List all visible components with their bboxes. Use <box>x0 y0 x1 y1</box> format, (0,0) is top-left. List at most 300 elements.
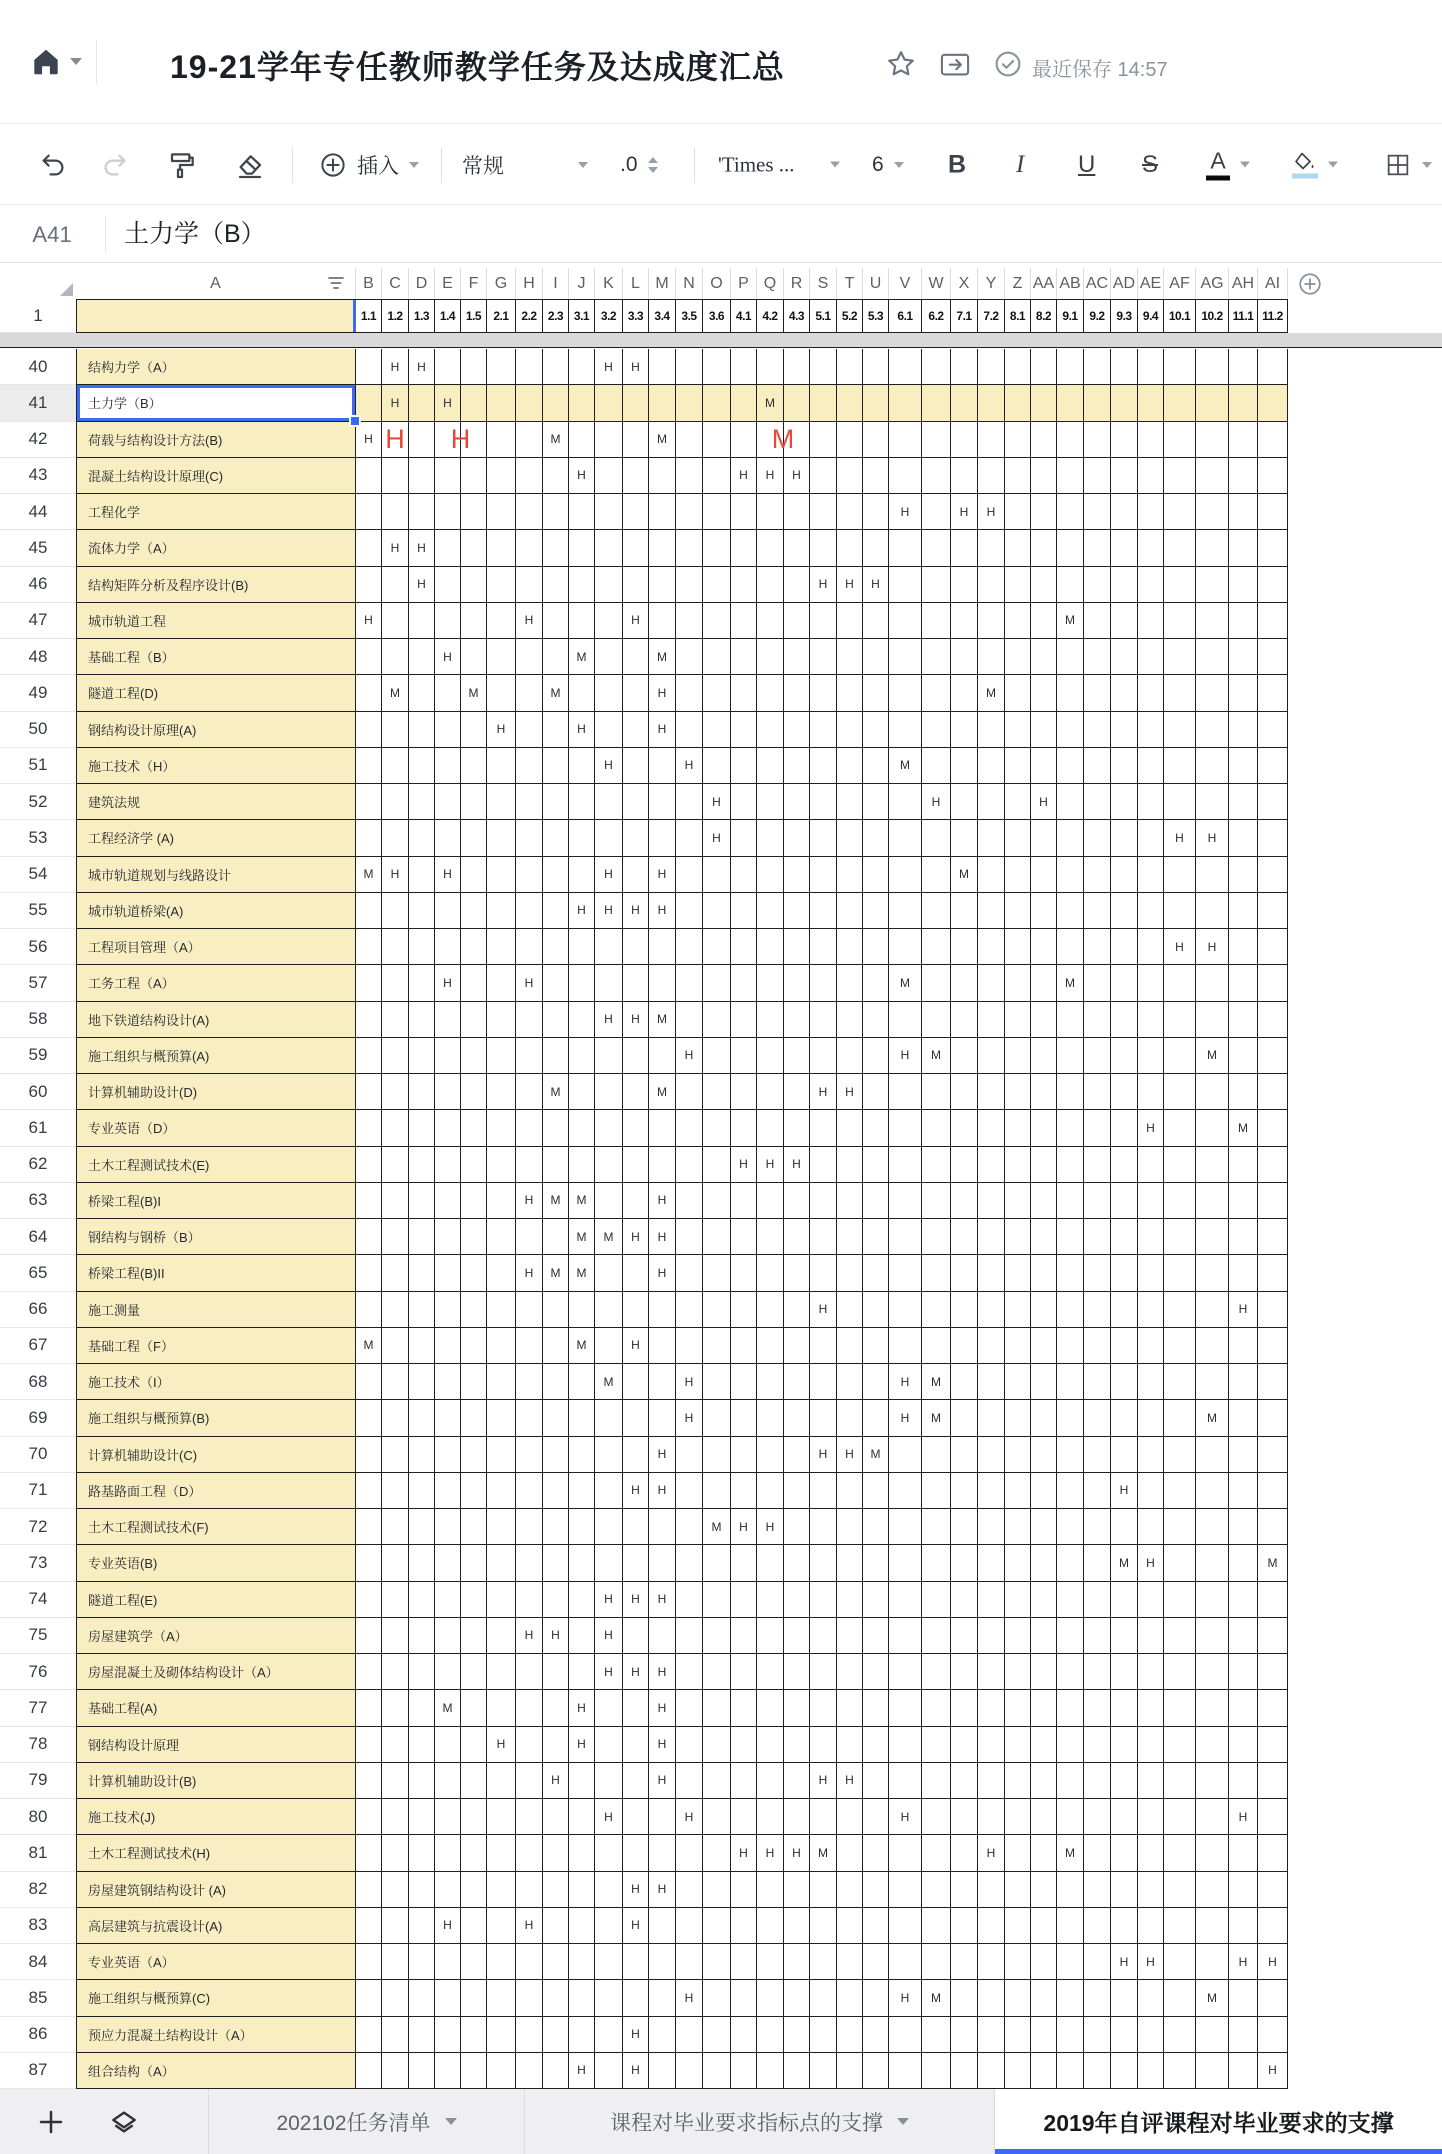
cell[interactable]: H <box>516 1255 543 1291</box>
cell[interactable] <box>543 1545 569 1581</box>
cell[interactable] <box>1138 1074 1164 1110</box>
cell[interactable] <box>409 965 435 1001</box>
cell[interactable]: H <box>978 1835 1005 1871</box>
cell[interactable] <box>1138 675 1164 711</box>
cell-A47[interactable]: 城市轨道工程 <box>76 603 356 639</box>
cell[interactable] <box>1084 1437 1111 1473</box>
cell[interactable] <box>810 1473 837 1509</box>
cell[interactable] <box>784 2053 810 2089</box>
row-header-50[interactable]: 50 <box>0 712 76 748</box>
column-header-U[interactable]: U <box>863 268 889 299</box>
cell[interactable] <box>356 1255 382 1291</box>
cell[interactable] <box>837 1872 863 1908</box>
cell[interactable] <box>435 494 461 530</box>
row-header-59[interactable]: 59 <box>0 1038 76 1074</box>
cell[interactable] <box>487 1400 516 1436</box>
cell[interactable] <box>543 712 569 748</box>
cell[interactable] <box>1005 1799 1031 1835</box>
cell[interactable]: M <box>1196 1980 1229 2016</box>
cell[interactable] <box>623 639 649 675</box>
cell[interactable] <box>1031 1292 1057 1328</box>
cell[interactable] <box>922 893 951 929</box>
cell[interactable] <box>461 1110 487 1146</box>
cell-A51[interactable]: 施工技术（H） <box>76 748 356 784</box>
cell[interactable]: H <box>889 1980 922 2016</box>
cell[interactable] <box>516 784 543 820</box>
cell[interactable] <box>1057 1763 1084 1799</box>
cell[interactable] <box>922 1582 951 1618</box>
cell[interactable]: H <box>889 1799 922 1835</box>
cell[interactable] <box>382 1074 409 1110</box>
cell[interactable] <box>356 1110 382 1146</box>
cell[interactable] <box>757 1980 784 2016</box>
cell[interactable] <box>461 1980 487 2016</box>
cell[interactable] <box>978 1400 1005 1436</box>
cell[interactable] <box>951 1473 978 1509</box>
cell[interactable] <box>951 1944 978 1980</box>
cell[interactable] <box>731 1110 757 1146</box>
cell[interactable] <box>863 422 889 458</box>
cell-A70[interactable]: 计算机辅助设计(C) <box>76 1437 356 1473</box>
row-header-62[interactable]: 62 <box>0 1147 76 1183</box>
cell[interactable] <box>1229 1727 1258 1763</box>
cell[interactable] <box>487 1980 516 2016</box>
cell-A60[interactable]: 计算机辅助设计(D) <box>76 1074 356 1110</box>
cell[interactable] <box>1084 1255 1111 1291</box>
cell[interactable] <box>757 784 784 820</box>
cell-A74[interactable]: 隧道工程(E) <box>76 1582 356 1618</box>
cell[interactable] <box>978 820 1005 856</box>
cell[interactable] <box>810 1219 837 1255</box>
cell[interactable]: H <box>837 1763 863 1799</box>
cell[interactable] <box>676 530 703 566</box>
cell[interactable] <box>1258 1908 1288 1944</box>
cell[interactable] <box>461 1654 487 1690</box>
cell[interactable] <box>1005 1908 1031 1944</box>
cell[interactable] <box>810 1147 837 1183</box>
cell[interactable] <box>487 1002 516 1038</box>
cell[interactable] <box>356 820 382 856</box>
cell[interactable] <box>1057 1292 1084 1328</box>
cell[interactable] <box>356 530 382 566</box>
cell[interactable] <box>1084 1545 1111 1581</box>
cell[interactable] <box>623 422 649 458</box>
cell[interactable] <box>1031 1074 1057 1110</box>
cell[interactable] <box>1084 784 1111 820</box>
cell[interactable] <box>1229 1582 1258 1618</box>
cell[interactable] <box>731 1690 757 1726</box>
cell[interactable] <box>1084 1654 1111 1690</box>
column-header-AH[interactable]: AH <box>1229 268 1258 299</box>
cell[interactable] <box>863 603 889 639</box>
undo-button[interactable] <box>38 150 68 180</box>
cell[interactable] <box>1138 458 1164 494</box>
cell[interactable] <box>382 1872 409 1908</box>
cell[interactable] <box>951 784 978 820</box>
cell[interactable] <box>978 748 1005 784</box>
cell[interactable] <box>1005 1763 1031 1799</box>
cell[interactable] <box>731 1255 757 1291</box>
cell[interactable] <box>784 494 810 530</box>
subheader-8.1[interactable]: 8.1 <box>1005 299 1031 333</box>
cell[interactable] <box>1005 1400 1031 1436</box>
cell[interactable] <box>623 1727 649 1763</box>
cell[interactable] <box>569 422 595 458</box>
cell[interactable] <box>569 1292 595 1328</box>
subheader-1.2[interactable]: 1.2 <box>382 299 409 333</box>
cell[interactable]: H <box>1031 784 1057 820</box>
cell[interactable] <box>757 2017 784 2053</box>
cell[interactable] <box>435 1147 461 1183</box>
cell[interactable] <box>1057 929 1084 965</box>
cell[interactable] <box>516 494 543 530</box>
cell[interactable] <box>649 567 676 603</box>
cell[interactable] <box>382 1908 409 1944</box>
cell[interactable] <box>731 929 757 965</box>
cell[interactable] <box>435 1364 461 1400</box>
cell[interactable]: H <box>649 1872 676 1908</box>
cell[interactable] <box>356 1980 382 2016</box>
cell-A53[interactable]: 工程经济学 (A) <box>76 820 356 856</box>
cell[interactable] <box>1258 1509 1288 1545</box>
cell[interactable]: H <box>837 567 863 603</box>
cell[interactable] <box>487 639 516 675</box>
cell[interactable] <box>837 1799 863 1835</box>
cell[interactable] <box>435 1872 461 1908</box>
cell[interactable] <box>784 349 810 385</box>
cell[interactable] <box>1031 1509 1057 1545</box>
cell[interactable] <box>623 458 649 494</box>
cell[interactable] <box>1005 1292 1031 1328</box>
cell[interactable] <box>703 603 731 639</box>
column-header-N[interactable]: N <box>676 268 703 299</box>
cell[interactable] <box>1164 1473 1196 1509</box>
cell[interactable] <box>1138 567 1164 603</box>
cell[interactable] <box>1031 639 1057 675</box>
cell[interactable] <box>569 349 595 385</box>
cell[interactable]: H <box>569 1690 595 1726</box>
cell[interactable] <box>1196 349 1229 385</box>
cell[interactable] <box>863 1654 889 1690</box>
cell[interactable] <box>1111 1147 1138 1183</box>
cell[interactable] <box>1005 820 1031 856</box>
cell[interactable] <box>1258 1219 1288 1255</box>
cell[interactable] <box>837 893 863 929</box>
cell[interactable] <box>978 1654 1005 1690</box>
cell[interactable] <box>978 965 1005 1001</box>
cell[interactable] <box>569 929 595 965</box>
cell[interactable] <box>1084 820 1111 856</box>
cell[interactable] <box>1005 784 1031 820</box>
cell[interactable]: H <box>516 603 543 639</box>
cell[interactable] <box>543 603 569 639</box>
cell[interactable] <box>1057 2053 1084 2089</box>
subheader-7.2[interactable]: 7.2 <box>978 299 1005 333</box>
cell[interactable] <box>837 857 863 893</box>
cell-A67[interactable]: 基础工程（F） <box>76 1328 356 1364</box>
cell[interactable] <box>435 530 461 566</box>
cell[interactable] <box>731 1618 757 1654</box>
cell[interactable] <box>487 1437 516 1473</box>
cell[interactable] <box>516 1690 543 1726</box>
cell[interactable] <box>863 458 889 494</box>
cell[interactable] <box>676 603 703 639</box>
cell[interactable] <box>757 1400 784 1436</box>
cell[interactable] <box>569 1763 595 1799</box>
cell[interactable] <box>409 1147 435 1183</box>
cell-A81[interactable]: 土木工程测试技术(H) <box>76 1835 356 1871</box>
cell[interactable] <box>356 712 382 748</box>
cell[interactable] <box>1258 820 1288 856</box>
cell[interactable] <box>837 1509 863 1545</box>
cell[interactable] <box>837 675 863 711</box>
cell[interactable]: H <box>649 1763 676 1799</box>
cell[interactable] <box>516 857 543 893</box>
cell[interactable] <box>461 857 487 893</box>
cell[interactable] <box>435 422 471 458</box>
cell[interactable] <box>409 458 435 494</box>
cell[interactable] <box>409 1292 435 1328</box>
cell[interactable] <box>951 1110 978 1146</box>
cell[interactable] <box>435 349 461 385</box>
cell[interactable] <box>889 857 922 893</box>
cell[interactable] <box>649 1618 676 1654</box>
cell[interactable] <box>595 458 623 494</box>
cell[interactable] <box>1031 748 1057 784</box>
cell[interactable] <box>1229 748 1258 784</box>
cell[interactable] <box>1084 1944 1111 1980</box>
cell[interactable] <box>676 1727 703 1763</box>
cell[interactable]: H <box>623 1473 649 1509</box>
cell[interactable] <box>1031 2053 1057 2089</box>
cell[interactable] <box>863 385 889 421</box>
cell[interactable] <box>516 1219 543 1255</box>
cell[interactable] <box>1258 712 1288 748</box>
cell[interactable] <box>1057 820 1084 856</box>
cell[interactable] <box>1164 1618 1196 1654</box>
cell[interactable] <box>543 2053 569 2089</box>
cell[interactable] <box>1057 1364 1084 1400</box>
cell[interactable] <box>978 712 1005 748</box>
cell[interactable] <box>676 1509 703 1545</box>
cell[interactable] <box>784 712 810 748</box>
cell[interactable] <box>810 1582 837 1618</box>
cell[interactable]: H <box>731 1509 757 1545</box>
cell[interactable]: H <box>595 1582 623 1618</box>
cell[interactable]: M <box>1258 1545 1288 1581</box>
cell[interactable] <box>978 1328 1005 1364</box>
cell[interactable] <box>356 1908 382 1944</box>
cell[interactable] <box>978 784 1005 820</box>
row-header-64[interactable]: 64 <box>0 1219 76 1255</box>
cell[interactable]: M <box>569 1255 595 1291</box>
cell[interactable] <box>978 857 1005 893</box>
cell[interactable] <box>1258 1255 1288 1291</box>
cell[interactable] <box>595 639 623 675</box>
cell[interactable] <box>356 494 382 530</box>
cell[interactable] <box>1258 929 1288 965</box>
cell[interactable] <box>1111 1908 1138 1944</box>
cell[interactable] <box>623 1545 649 1581</box>
cell[interactable]: H <box>1138 1545 1164 1581</box>
cell[interactable] <box>569 1980 595 2016</box>
cell[interactable] <box>676 385 703 421</box>
column-header-R[interactable]: R <box>784 268 810 299</box>
cell[interactable] <box>703 1255 731 1291</box>
cell[interactable] <box>784 1473 810 1509</box>
cell[interactable] <box>1196 385 1229 421</box>
cell[interactable] <box>1258 1763 1288 1799</box>
cell[interactable] <box>543 1799 569 1835</box>
cell[interactable] <box>1031 494 1057 530</box>
cell[interactable] <box>757 1908 784 1944</box>
cell[interactable] <box>382 748 409 784</box>
cell[interactable] <box>951 1038 978 1074</box>
cell[interactable] <box>1084 1509 1111 1545</box>
cell[interactable]: M <box>356 1328 382 1364</box>
cell[interactable] <box>1057 1400 1084 1436</box>
row-header-71[interactable]: 71 <box>0 1473 76 1509</box>
cell[interactable] <box>757 639 784 675</box>
cell[interactable] <box>516 1038 543 1074</box>
cell[interactable] <box>1057 1582 1084 1618</box>
cell[interactable] <box>1111 1872 1138 1908</box>
cell[interactable] <box>784 1437 810 1473</box>
cell[interactable] <box>649 929 676 965</box>
cell[interactable] <box>1005 494 1031 530</box>
cell[interactable] <box>863 820 889 856</box>
cell-A73[interactable]: 专业英语(B) <box>76 1545 356 1581</box>
cell[interactable] <box>703 2017 731 2053</box>
cell[interactable] <box>1005 857 1031 893</box>
cell-A49[interactable]: 隧道工程(D) <box>76 675 356 711</box>
cell[interactable] <box>1138 2017 1164 2053</box>
cell[interactable] <box>569 1110 595 1146</box>
cell[interactable] <box>863 1038 889 1074</box>
cell[interactable]: M <box>810 1835 837 1871</box>
cell[interactable] <box>409 494 435 530</box>
cell[interactable] <box>978 603 1005 639</box>
cell[interactable] <box>649 1400 676 1436</box>
cell[interactable] <box>1005 639 1031 675</box>
cell[interactable]: H <box>595 857 623 893</box>
cell[interactable] <box>922 675 951 711</box>
cell[interactable] <box>543 2017 569 2053</box>
cell[interactable] <box>922 1727 951 1763</box>
cell[interactable] <box>731 1872 757 1908</box>
cell[interactable]: H <box>487 1727 516 1763</box>
cell[interactable] <box>1258 1183 1288 1219</box>
cell[interactable] <box>543 1038 569 1074</box>
cell[interactable] <box>863 1835 889 1871</box>
cell[interactable] <box>837 1255 863 1291</box>
cell[interactable] <box>889 784 922 820</box>
cell[interactable] <box>1005 1618 1031 1654</box>
cell[interactable] <box>1111 784 1138 820</box>
cell[interactable] <box>1111 458 1138 494</box>
cell[interactable] <box>784 1727 810 1763</box>
cell[interactable] <box>1196 2017 1229 2053</box>
cell[interactable] <box>1138 1183 1164 1219</box>
cell[interactable]: M <box>356 857 382 893</box>
cell[interactable] <box>516 385 543 421</box>
column-header-B[interactable]: B <box>356 268 382 299</box>
cell[interactable] <box>922 422 951 458</box>
cell[interactable] <box>435 1219 461 1255</box>
cell[interactable] <box>409 1799 435 1835</box>
cell[interactable] <box>543 893 569 929</box>
cell[interactable] <box>1057 1509 1084 1545</box>
cell[interactable]: M <box>543 675 569 711</box>
cell[interactable]: H <box>649 857 676 893</box>
cell[interactable] <box>1084 567 1111 603</box>
cell[interactable]: H <box>409 567 435 603</box>
cell[interactable] <box>1229 530 1258 566</box>
cell[interactable] <box>731 1038 757 1074</box>
cell[interactable] <box>1084 748 1111 784</box>
cell[interactable] <box>543 349 569 385</box>
cell[interactable] <box>487 1255 516 1291</box>
cell[interactable] <box>863 1690 889 1726</box>
cell[interactable] <box>1084 1980 1111 2016</box>
cell[interactable]: H <box>569 712 595 748</box>
cell[interactable] <box>889 893 922 929</box>
cell[interactable] <box>1084 639 1111 675</box>
cell[interactable] <box>543 1110 569 1146</box>
cell[interactable] <box>356 1292 382 1328</box>
cell[interactable] <box>543 857 569 893</box>
cell[interactable] <box>922 857 951 893</box>
cell[interactable] <box>810 1328 837 1364</box>
row-header-74[interactable]: 74 <box>0 1582 76 1618</box>
cell[interactable] <box>863 1545 889 1581</box>
cell[interactable] <box>1031 965 1057 1001</box>
cell[interactable] <box>1229 639 1258 675</box>
cell[interactable] <box>676 2017 703 2053</box>
cell[interactable] <box>1196 1944 1229 1980</box>
cell[interactable] <box>435 603 461 639</box>
cell[interactable] <box>731 820 757 856</box>
cell[interactable] <box>1138 639 1164 675</box>
row-header-45[interactable]: 45 <box>0 530 76 566</box>
cell[interactable] <box>1196 422 1229 458</box>
cell[interactable] <box>487 349 516 385</box>
cell[interactable] <box>922 1908 951 1944</box>
cell[interactable] <box>757 1002 784 1038</box>
cell[interactable] <box>382 1944 409 1980</box>
cell[interactable] <box>516 1147 543 1183</box>
cell[interactable] <box>1196 1147 1229 1183</box>
subheader-1.1[interactable]: 1.1 <box>356 299 382 333</box>
cell[interactable] <box>1164 1255 1196 1291</box>
cell[interactable] <box>1164 1727 1196 1763</box>
cell[interactable]: H <box>516 1183 543 1219</box>
cell[interactable] <box>951 1908 978 1944</box>
cell[interactable] <box>1111 639 1138 675</box>
cell[interactable] <box>810 929 837 965</box>
cell[interactable] <box>1005 1364 1031 1400</box>
cell[interactable] <box>569 1038 595 1074</box>
cell[interactable] <box>1164 567 1196 603</box>
row-header-73[interactable]: 73 <box>0 1545 76 1581</box>
cell[interactable] <box>1164 349 1196 385</box>
cell[interactable] <box>837 1038 863 1074</box>
cell[interactable] <box>649 1980 676 2016</box>
cell[interactable] <box>1164 1002 1196 1038</box>
cell[interactable] <box>837 1473 863 1509</box>
cell[interactable] <box>461 1074 487 1110</box>
cell[interactable] <box>649 1364 676 1400</box>
